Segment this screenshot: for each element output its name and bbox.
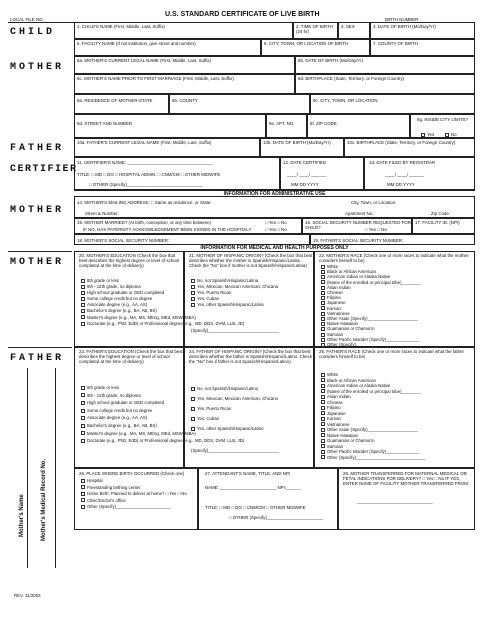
date-certified-line: ____/ ____/ ______ [287, 172, 327, 177]
option-label: High school graduate or GED completed [87, 400, 165, 406]
checkbox-icon [321, 406, 325, 410]
checkbox-icon [321, 333, 325, 337]
mother-maiden-name-label: 8c. MOTHER'S NAME PRIOR TO FIRST MARRIAGE (First, Middle, Last, Suffix) [77, 76, 234, 81]
option-label: Asian Indian [327, 284, 351, 290]
checkbox-icon [321, 327, 325, 331]
checkbox-icon [321, 301, 325, 305]
zip-label: 9f. ZIP CODE [310, 121, 337, 126]
checkbox-icon [81, 309, 85, 313]
side-label-mother-admin: MOTHER [10, 205, 65, 216]
mother-hispanic-title: 21. MOTHER OF HISPANIC ORIGIN? (Check the box that best describes whether the mother is Spanish/Hispanic/Latina. Check the "No" box if mother is not Spanish/Hispanic/Latina) [189, 253, 313, 268]
field-birth-city[interactable] [261, 39, 370, 56]
mother-hispanic-options[interactable] [191, 278, 278, 308]
checkbox-icon [81, 386, 85, 390]
option-item[interactable] [191, 394, 278, 404]
birth-county-label: 7. COUNTY OF BIRTH [373, 41, 418, 46]
inside-city-limits-label: 9g. INSIDE CITY LIMITS? [417, 117, 468, 122]
option-label: Chinese [327, 290, 343, 296]
option-label: 9th - 12th grade, no diploma [87, 284, 141, 290]
mother-hispanic-box[interactable] [184, 251, 314, 347]
field-mother-ssn[interactable] [74, 234, 310, 245]
field-father-birthplace[interactable] [344, 138, 475, 157]
checkbox-icon [191, 397, 195, 401]
date-filed-format: MM DD YYYY [387, 182, 415, 187]
mailing-zip-label: Zip Code: [431, 211, 451, 216]
option-label: 9th - 12th grade, no diploma [87, 392, 141, 398]
field-father-legal-name[interactable] [74, 138, 260, 157]
option-label: Native Hawaiian [327, 432, 359, 438]
certifier-name-label: 11. CERTIFIER'S NAME: ___________________________________ [77, 160, 213, 165]
side-label-child: CHILD [10, 27, 56, 38]
checkbox-icon [81, 479, 85, 483]
field-street[interactable] [74, 114, 266, 138]
option-label: Yes, Mexican, Mexican American, Chicano [197, 396, 279, 401]
option-label: Hospital [87, 478, 103, 483]
residence-county-label: 9b. COUNTY [172, 98, 198, 103]
option-label: Samoan [327, 331, 344, 337]
date-certified-format: MM DD YYYY [291, 182, 319, 187]
option-label: No, not Spanish/Hispanic/Latina [197, 278, 259, 283]
checkbox-icon [321, 450, 325, 454]
field-facility-name[interactable] [74, 39, 261, 56]
option-item[interactable] [191, 424, 278, 434]
option-label: Black or African American [327, 377, 376, 383]
checkbox-icon [81, 424, 85, 428]
checkbox-icon [321, 439, 325, 443]
option-label: Chinese [327, 399, 343, 405]
option-label: No, not Spanish/Hispanic/Latino [197, 386, 259, 391]
option-label: Filipino [327, 405, 341, 410]
checkbox-icon [321, 444, 325, 448]
field-mailing-address[interactable] [74, 196, 475, 218]
option-label: Other Pacific Islander (Specify)______________ [327, 449, 420, 454]
revision-label: REV. 11/2003 [14, 593, 41, 598]
checkbox-icon [321, 428, 325, 432]
name-line [27, 368, 28, 568]
checkbox-icon [321, 422, 325, 426]
checkbox-icon [81, 431, 85, 435]
father-legal-name-label: 10a. FATHER'S CURRENT LEGAL NAME (First, Middle, Last, Suffix) [77, 140, 212, 145]
checkbox-icon [321, 384, 325, 388]
option-label: Filipino [327, 295, 341, 301]
option-label: Other Pacific Islander (Specify)______________ [327, 336, 420, 342]
option-item[interactable] [81, 504, 187, 511]
field-mother-dob[interactable] [295, 56, 475, 74]
option-label: American Indian or Alaska Native [327, 383, 391, 388]
admin-banner: INFORMATION FOR ADMINISTRATIVE USE [74, 190, 475, 196]
mother-married-options[interactable]: □ Yes □ No [265, 220, 287, 225]
mother-hispanic-specify: (Specify)_____________________________ [191, 328, 280, 333]
checkbox-icon [191, 291, 195, 295]
option-label: Guamanian or Chamorro [327, 326, 375, 332]
side-label-certifier: CERTIFIER [10, 164, 78, 175]
option-item[interactable] [191, 404, 278, 414]
checkbox-icon [321, 417, 325, 421]
field-child-name[interactable] [74, 22, 293, 39]
checkbox-icon [321, 411, 325, 415]
mother-race-options[interactable] [321, 264, 425, 347]
option-label: White [327, 372, 338, 377]
field-sex[interactable] [338, 22, 370, 39]
checkbox-icon [191, 303, 195, 307]
option-label: Yes, Cuban [197, 416, 220, 421]
father-race-title: 25. FATHER'S RACE (Check one or more races to indicate what the father considers himself to be) [319, 349, 464, 359]
checkbox-icon [321, 275, 325, 279]
option-label: Guamanian or Chamorro [327, 438, 375, 443]
option-label: American Indian or Alaska Native [327, 274, 391, 280]
field-date-certified[interactable] [280, 157, 364, 190]
father-ssn-label: 19. FATHER'S SOCIAL SECURITY NUMBER: [313, 238, 404, 243]
option-label: Master's degree (e.g., MA, MS, MEng, MEd, MSW, MBA) [87, 314, 196, 320]
birth-city-label: 6. CITY, TOWN, OR LOCATION OF BIRTH [264, 41, 349, 46]
date-filed-label: 13. DATE FILED BY REGISTRAR [369, 160, 436, 165]
father-race-options[interactable] [321, 372, 425, 460]
option-label: Yes, Puerto Rican [197, 290, 232, 296]
option-label: Yes, Cuban [197, 296, 220, 302]
local-file-no-label: LOCAL FILE NO. [10, 17, 44, 22]
attendant-title-options[interactable]: TITLE: □ MD □ DO □ CNM/CM □ OTHER MIDWIFE [205, 505, 306, 510]
option-label: Japanese [327, 300, 346, 306]
place-of-birth-title: 26. PLACE WHERE BIRTH OCCURRED (Check one) [79, 471, 185, 476]
checkbox-icon [421, 133, 425, 137]
option-label: Some college credit but no degree [87, 296, 153, 302]
street-label: 9d. STREET AND NUMBER [77, 121, 133, 126]
mother-dob-label: 8b. DATE OF BIRTH (Mo/Day/Yr) [298, 58, 364, 63]
option-label: Native Hawaiian [327, 321, 359, 327]
option-label: Vietnamese [327, 310, 350, 316]
checkbox-icon [81, 409, 85, 413]
field-time-of-birth[interactable] [293, 22, 338, 39]
attendant-box[interactable] [198, 468, 338, 530]
checkbox-icon [321, 400, 325, 404]
field-apt[interactable] [266, 114, 307, 138]
side-label-father-medical: FATHER [10, 353, 65, 364]
certificate-title: U.S. STANDARD CERTIFICATE OF LIVE BIRTH [165, 11, 320, 18]
checkbox-icon [321, 378, 325, 382]
checkbox-icon [81, 505, 85, 509]
mother-race-box[interactable] [314, 251, 475, 347]
field-certifier[interactable] [74, 157, 280, 190]
father-race-box[interactable] [314, 347, 475, 468]
mothers-record-label: Mother's Medical Record No. [41, 458, 47, 541]
city-limits-yes-option[interactable] [421, 132, 434, 137]
checkbox-icon [191, 427, 195, 431]
option-label: Yes, other Spanish/Hispanic/Latino [197, 426, 264, 431]
option-label: Other (Specify)_____________________________ [327, 454, 426, 460]
mailing-apt-label: Apartment No.: [345, 211, 375, 216]
option-label: Asian Indian [327, 394, 351, 399]
residence-city-label: 9c. CITY, TOWN, OR LOCATION [313, 98, 378, 103]
option-label: Doctorate (e.g., PhD, EdD) or Professional degree (e.g., MD, DDS, DVM, LLB, JD) [87, 438, 245, 444]
checkbox-icon [81, 401, 85, 405]
mother-birthplace-label: 8d. BIRTHPLACE (State, Territory, or Foreign Country) [298, 76, 405, 81]
field-mother-married[interactable] [74, 218, 302, 234]
checkbox-icon [81, 485, 85, 489]
side-label-father: FATHER [10, 143, 65, 154]
paternity-options[interactable]: □ Yes □ No [265, 227, 287, 232]
checkbox-icon [81, 439, 85, 443]
sex-label: 3. SEX [341, 24, 355, 29]
option-item[interactable] [191, 384, 278, 394]
option-label: Other Asian (Specify)_____________________ [327, 316, 418, 322]
option-label: Black or African American [327, 269, 376, 275]
option-label: Doctorate (e.g., PhD, EdD) or Professional degree (e.g., MD, DDS, DVM, LLB, JD) [87, 320, 245, 326]
field-residence-county[interactable] [169, 94, 310, 114]
mother-ssn-label: 18. MOTHER'S SOCIAL SECURITY NUMBER: [77, 238, 170, 243]
residence-state-label: 9a. RESIDENCE OF MOTHER-STATE [77, 98, 153, 103]
option-label: High school graduate or GED completed [87, 290, 165, 296]
mailing-address-label: 14. MOTHER'S MAILING ADDRESS: □ Same as residence, or State: [77, 200, 212, 205]
checkbox-icon [321, 395, 325, 399]
option-label: (Name of the enrolled or principal tribe)________ [327, 279, 421, 285]
certifier-other-option[interactable]: □ OTHER (Specify)_______________________________ [89, 182, 203, 187]
city-limits-no-option[interactable] [445, 132, 457, 137]
child-name-label: 1. CHILD'S NAME (First, Middle, Last, Suffix) [77, 24, 165, 29]
paternity-label: IF NO, HAS PATERNITY ACKNOWLEDGEMENT BEEN SIGNED IN THE HOSPITAL? [83, 227, 252, 232]
checkbox-icon [81, 303, 85, 307]
option-label: Clinic/Doctor's office [87, 497, 126, 503]
divider [8, 347, 72, 348]
option-label: Freestanding birthing center [87, 484, 141, 490]
side-label-mother-medical: MOTHER [10, 257, 65, 268]
attendant-title: 27. ATTENDANT'S NAME, TITLE, AND NPI [205, 471, 291, 476]
option-label: 8th grade or less [87, 385, 120, 390]
option-label: Samoan [327, 443, 344, 449]
father-birthplace-label: 10c. BIRTHPLACE (State, Territory, or Foreign Country) [347, 140, 456, 145]
place-of-birth-options[interactable] [81, 478, 187, 511]
record-line [55, 368, 56, 568]
facility-id-label: 17. FACILITY ID. (NPI) [415, 220, 460, 225]
date-certified-label: 12. DATE CERTIFIED [283, 160, 327, 165]
option-label: (Name of the enrolled or principal tribe)________ [327, 388, 421, 394]
checkbox-icon [81, 393, 85, 397]
mailing-city-label: City, Town, or Location: [351, 200, 397, 205]
field-father-dob[interactable] [260, 138, 344, 157]
option-item[interactable] [321, 455, 425, 461]
field-zip[interactable] [307, 114, 410, 138]
checkbox-icon [191, 285, 195, 289]
option-label: Bachelor's degree (e.g., BA, AB, BS) [87, 308, 157, 314]
medical-banner: INFORMATION FOR MEDICAL AND HEALTH PURPOSES ONLY [200, 245, 349, 251]
option-label: Yes, Mexican, Mexican American, Chicana [197, 284, 279, 290]
transfer-title: 28. MOTHER TRANSFERRED FOR MATERNAL MEDICAL OR FETAL INDICATIONS FOR DELIVERY? □ Yes □ No IF YES, ENTER NAME OF FACILITY MOTHER TRANSFERRED FROM: [343, 471, 469, 486]
mothers-record-vertical [38, 440, 52, 550]
facility-name-label: 5. FACILITY NAME (If not institution, give street and number) [77, 41, 196, 46]
option-label: Some college credit but no degree [87, 407, 153, 413]
divider [8, 251, 72, 252]
option-item[interactable] [191, 302, 278, 308]
field-birth-county[interactable] [370, 39, 475, 56]
father-hispanic-box[interactable] [184, 347, 314, 468]
mother-legal-name-label: 8a. MOTHER'S CURRENT LEGAL NAME (First, Middle, Last, Suffix) [77, 58, 211, 63]
option-label: Yes, Puerto Rican [197, 406, 232, 411]
checkbox-icon [321, 433, 325, 437]
mother-married-label: 15. MOTHER MARRIED? (At birth, conception, or any time between) [77, 220, 211, 225]
father-hispanic-options[interactable] [191, 384, 278, 434]
checkbox-icon [81, 322, 85, 326]
attendant-name-line[interactable]: NAME: _______________________ NPI:______ [205, 485, 301, 490]
checkbox-icon [321, 280, 325, 284]
birth-number-label: BIRTH NUMBER [385, 17, 419, 22]
checkbox-icon [81, 291, 85, 295]
option-label: Japanese [327, 410, 346, 416]
checkbox-icon [191, 417, 195, 421]
checkbox-icon [81, 315, 85, 319]
father-hispanic-title: 24. FATHER OF HISPANIC ORIGIN? (Check the box that best describes whether the father is Spanish/Hispanic/Latino. Check the "No" box if father is not Spanish/Hispanic/Latino) [189, 349, 313, 364]
field-mother-birthplace[interactable] [295, 74, 475, 94]
checkbox-icon [191, 279, 195, 283]
option-label: Yes, other Spanish/Hispanic/Latina [197, 302, 264, 308]
checkbox-icon [81, 492, 85, 496]
father-dob-label: 10b. DATE OF BIRTH (Mo/Day/Yr) [263, 140, 331, 145]
option-label: Other Asian (Specify)_____________________ [327, 427, 418, 432]
side-label-mother: MOTHER [10, 62, 65, 73]
field-date-filed[interactable] [364, 157, 475, 190]
checkbox-icon [191, 387, 195, 391]
checkbox-icon [81, 279, 85, 283]
checkbox-icon [81, 285, 85, 289]
attendant-other-option[interactable]: □ OTHER (Specify)_______________________ [229, 515, 323, 520]
field-residence-state[interactable] [74, 94, 169, 114]
option-label: Master's degree (e.g., MA, MS, MEng, MEd, MSW, MBA) [87, 430, 196, 436]
checkbox-icon [445, 133, 449, 137]
option-label: Associate degree (e.g., AA, AS) [87, 415, 148, 421]
checkbox-icon [321, 455, 325, 459]
checkbox-icon [321, 373, 325, 377]
apt-label: 9e. APT. NO. [269, 121, 295, 126]
option-label: Bachelor's degree (e.g., BA, AB, BS) [87, 422, 157, 428]
option-label: Other (Specify)_____________________________ [327, 342, 426, 348]
checkbox-icon [81, 416, 85, 420]
yes-label: Yes [427, 132, 435, 137]
checkbox-icon [81, 498, 85, 502]
option-label: Vietnamese [327, 421, 350, 427]
option-label: 8th grade or less [87, 278, 120, 283]
mother-education-title: 20. MOTHER'S EDUCATION (Check the box that best describes the highest degree or level of school completed at the time of delivery) [79, 253, 180, 268]
field-ssn-requested[interactable] [302, 218, 412, 234]
checkbox-icon [191, 297, 195, 301]
time-of-birth-label: 2. TIME OF BIRTH (24 hr) [296, 24, 333, 34]
field-mother-legal-name[interactable] [74, 56, 295, 74]
transfer-box[interactable] [338, 468, 475, 530]
child-dob-label: 4. DATE OF BIRTH (Mo/Day/Yr) [373, 24, 436, 29]
checkbox-icon [321, 306, 325, 310]
no-label: No [451, 132, 457, 137]
option-label: Korean [327, 305, 341, 311]
option-label: Other (Specify)_______________________ [87, 504, 171, 509]
father-education-title: 23. FATHER'S EDUCATION (Check the box that best describes the highest degree or level of school completed at the time of delivery) [79, 349, 183, 364]
mother-race-title: 22. MOTHER'S RACE (Check one or more races to indicate what the mother considers herself to be) [319, 253, 469, 263]
father-hispanic-specify: (Specify)_____________________________ [191, 448, 280, 453]
ssn-requested-label: 16. SOCIAL SECURITY NUMBER REQUESTED FOR CHILD? [305, 220, 411, 230]
mothers-name-label: Mother's Name [19, 494, 25, 537]
option-label: Associate degree (e.g., AA, AS) [87, 302, 148, 308]
place-of-birth-box[interactable] [74, 468, 198, 530]
field-child-dob[interactable] [370, 22, 475, 39]
field-facility-id[interactable] [412, 218, 475, 234]
transfer-facility-line[interactable]: _______________________________ [357, 499, 433, 504]
checkbox-icon [81, 297, 85, 301]
option-item[interactable] [191, 414, 278, 424]
mailing-street-label: Street & Number: [85, 211, 119, 216]
option-label: Korean [327, 416, 341, 421]
field-residence-city[interactable] [310, 94, 475, 114]
date-filed-line: ____/ ____/ ______ [385, 172, 425, 177]
checkbox-icon [321, 389, 325, 393]
ssn-requested-options[interactable]: □ Yes □ No [365, 227, 387, 232]
field-inside-city-limits[interactable] [410, 114, 475, 138]
field-mother-maiden-name[interactable] [74, 74, 295, 94]
field-father-ssn[interactable] [310, 234, 475, 245]
checkbox-icon [191, 407, 195, 411]
option-label: Home Birth: Planned to deliver at home? □ Yes □ No [87, 491, 187, 496]
certifier-title-options[interactable]: TITLE: □ MD □ DO □ HOSPITAL ADMIN. □ CNM/CM □ OTHER MIDWIFE [77, 172, 221, 177]
option-label: White [327, 264, 338, 269]
